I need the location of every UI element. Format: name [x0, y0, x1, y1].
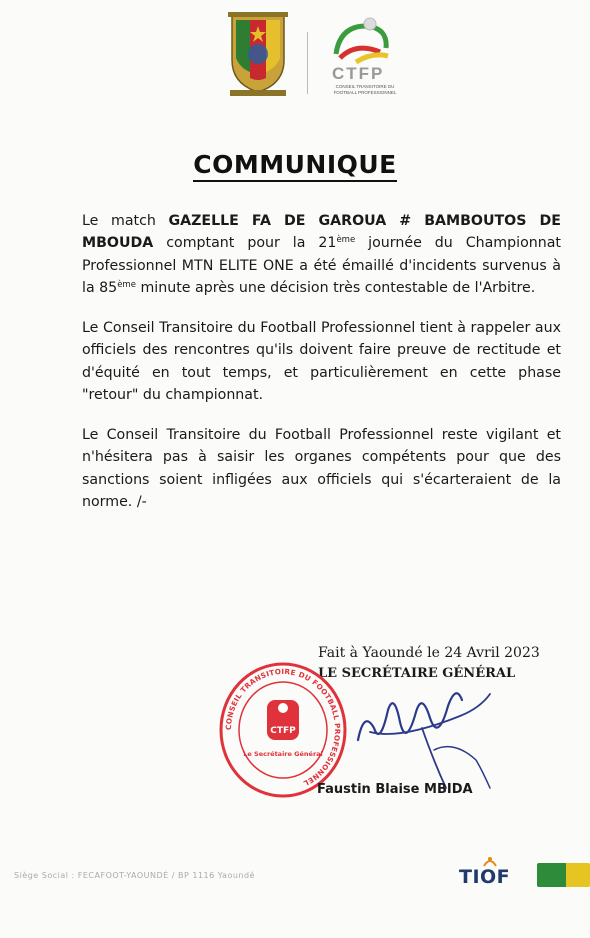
p1-text-1: Le match: [82, 213, 169, 229]
handwritten-signature: [330, 670, 520, 800]
signature-role: LE SECRÉTAIRE GÉNÉRAL: [318, 666, 516, 681]
stamp-center-text: CTFP: [270, 726, 296, 736]
cameroon-coat-of-arms-icon: [226, 12, 290, 98]
header-logos: [0, 12, 590, 102]
paragraph-vigilance: Le Conseil Transitoire du Football Professionnel reste vigilant et n'hésitera pas à saisir les organes compétents pour que des sanctions soient infligées aux officiels qui s'écarteraient de la norme. /-: [82, 427, 561, 510]
p1-sup-2: ème: [117, 279, 136, 290]
sponsor-logo-green-icon: [537, 863, 590, 887]
stamp-inner-text: Le Secrétaire Général: [243, 750, 323, 758]
paragraph-match-incident: [82, 210, 561, 299]
p1-text-3: journée du Championnat Professionnel MTN ELITE ONE a été émaillé d'incidents survenus à la 85: [82, 235, 561, 296]
p1-text-2: comptant pour la 21: [153, 235, 337, 252]
p1-sup-1: ème: [336, 235, 356, 246]
ctfp-logo-letters: CTFP: [332, 64, 385, 83]
document-title-text: COMMUNIQUE: [193, 150, 397, 182]
footer-address: Siège Social : FECAFOOT-YAOUNDÉ / BP 1116 Yaoundé: [14, 871, 255, 880]
signatory-name: Faustin Blaise MBIDA: [317, 782, 473, 797]
official-stamp: [218, 660, 348, 800]
signature-place-date: Fait à Yaoundé le 24 Avril 2023: [318, 645, 540, 661]
paragraph-reminder: Le Conseil Transitoire du Football Professionnel tient à rappeler aux officiels des rencontres qu'ils doivent faire preuve de rectitude et d'équité en tout temps, et particulièrement en cette phase "retour" du championnat.: [82, 320, 561, 403]
header-separator: [307, 32, 308, 94]
document-title: [0, 150, 590, 179]
p1-match-name: GAZELLE FA DE GAROUA # BAMBOUTOS DE MBOUDA: [82, 213, 561, 252]
ctfp-logo-subtitle: CONSEIL TRANSITOIRE DU FOOTBALL PROFESSIONNEL: [333, 84, 397, 95]
p1-text-4: minute après une décision très contestable de l'Arbitre.: [135, 279, 536, 296]
sponsor-logo-tiof: TIOF: [459, 866, 511, 888]
ctfp-logo-icon: [326, 12, 402, 104]
stamp-ring-text: CONSEIL TRANSITOIRE DU FOOTBALL PROFESSIONNEL: [223, 666, 343, 789]
